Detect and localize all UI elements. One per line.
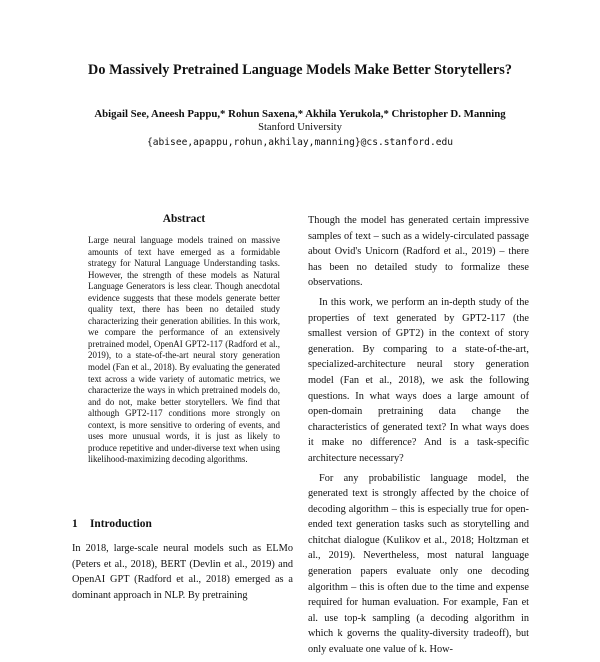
abstract-text: Large neural language models trained on massive amounts of text have emerged as a formidable strategy for Natural Language Understanding tasks. However, the strength of these models as Natural Language Generators is less clear. Though anecdotal evidence suggests that these models generate better quality text, there has been no detailed study characterizing their generation abilities. In this work, we compare the performance of an extensively pretrained model, OpenAI GPT2-117 (Radford et al., 2019), to a state-of-the-art neural story generation model (Fan et al., 2018). By evaluating the generated text across a wide variety of automatic metrics, we characterize the ways in which pretrained models do, and do not, make better storytellers. We find that although GPT2-117 conditions more strongly on context, is more sensitive to ordering of events, and uses more unusual words, it is just as likely to produce repetitive and under-diverse text when using likelihood-maximizing decoding algorithms.	[88, 235, 280, 465]
section-number: 1	[72, 518, 78, 530]
right-column	[308, 213, 529, 662]
body-paragraph: In this work, we perform an in-depth study of the properties of text generated by GPT2-117 (the smallest version of GPT2) in the context of story generation. By comparing to a state-of-the-art, specialized-architecture neural story generation model (Fan et al., 2018), we ask the following questions. In what ways does a large amount of open-domain pretraining data change the characteristics of generated text? In what ways does it make no difference? And is a task-specific architecture necessary?	[308, 296, 529, 464]
introduction-heading	[72, 518, 292, 530]
email-addresses: {abisee,apappu,rohun,akhilay,manning}@cs.stanford.edu	[146, 137, 454, 148]
paper-title: Do Massively Pretrained Language Models Make Better Storytellers?	[88, 62, 512, 78]
abstract-heading: Abstract	[162, 213, 206, 225]
body-paragraph: For any probabilistic language model, the generated text is strongly affected by the choice of decoding algorithm – this is especially true for open-ended text generation tasks such as storytelling and chitchat dialogue (Kulikov et al., 2018; Holtzman et al., 2019). Nevertheless, most natural language generation papers evaluate only one decoding algorithm – this is often due to the time and expense required for human evaluation. For example, Fan et al. use top-k sampling (a decoding algorithm in which k governs the quality-diversity tradeoff), but only evaluate one value of k. How-	[308, 472, 529, 656]
introduction-paragraph: In 2018, large-scale neural models such as ELMo (Peters et al., 2018), BERT (Devlin et al., 2019) and OpenAI GPT (Radford et al., 2018) emerged as a dominant approach in NLP. By pretraining	[72, 543, 293, 601]
author-list: Abigail See, Aneesh Pappu,* Rohun Saxena,* Akhila Yerukola,* Christopher D. Manning	[94, 108, 506, 120]
body-paragraph: Though the model has generated certain impressive samples of text – such as a widely-circulated passage about Ovid's Unicorn (Radford et al., 2019) – there has been no detailed study to formalize these observations.	[308, 215, 529, 289]
affiliation: Stanford University	[258, 122, 342, 133]
section-title: Introduction	[90, 518, 152, 530]
